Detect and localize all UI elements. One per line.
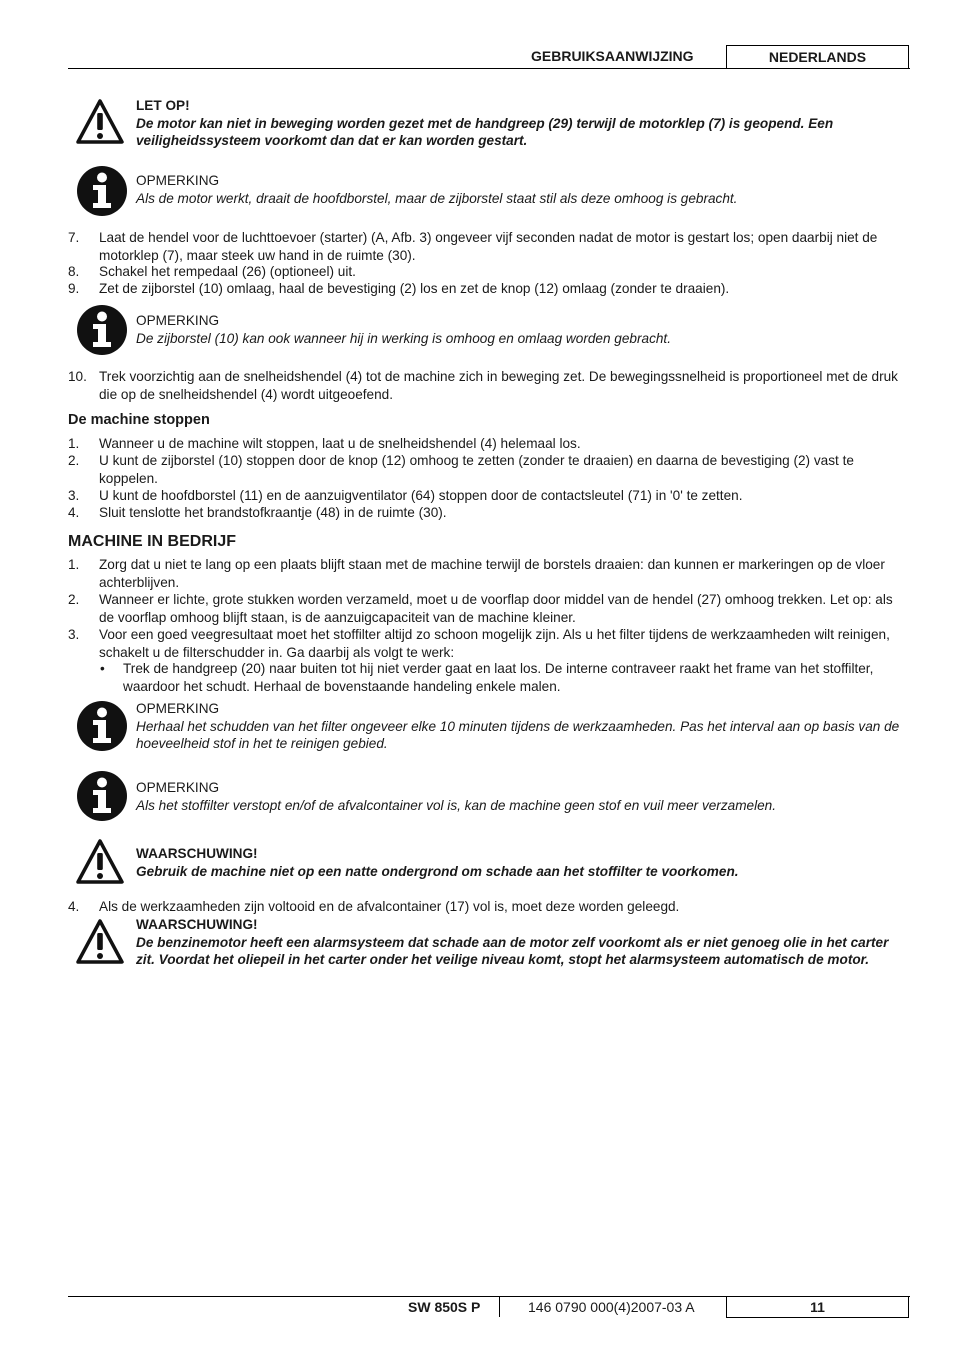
list-item-text: Als de werkzaamheden zijn voltooid en de afvalcontainer (17) vol is, moet deze worden geleegd. — [99, 899, 680, 914]
footer-model: SW 850S P — [408, 1299, 481, 1315]
footer-divider — [499, 1297, 500, 1317]
note-label: OPMERKING — [136, 313, 220, 328]
list-item-text: Schakel het rempedaal (26) (optioneel) uit. — [99, 264, 356, 279]
note-text: Herhaal het schudden van het filter ongeveer elke 10 minuten tijdens de werkzaamheden. Pas het interval aan op basis van de hoeveelheid stof in het te reinigen gebied. — [136, 718, 900, 751]
note-label: OPMERKING — [136, 780, 220, 795]
note-text: De zijborstel (10) kan ook wanneer hij in werking is omhoog en omlaag worden gebracht. — [136, 330, 671, 346]
info-icon — [76, 304, 128, 356]
note-text: Als de motor werkt, draait de hoofdborstel, maar de zijborstel staat stil als deze omhoog is gebracht. — [136, 190, 738, 206]
warning-text: De benzinemotor heeft een alarmsysteem dat schade aan de motor zelf voorkomt als er niet genoeg olie in het carter zit. Voordat het oliepeil in het carter onder het veilige niveau komt, stopt het alarmsysteem automatisch de motor. — [136, 934, 889, 967]
warning-triangle-icon — [75, 98, 125, 146]
bullet-item — [100, 660, 906, 695]
subsection-title: De machine stoppen — [68, 412, 210, 428]
caution-text: De motor kan niet in beweging worden gezet met de handgreep (29) terwijl de motorklep (7) is geopend. Een veiligheidssysteem voorkomt dan dat er kan worden gestart. — [136, 115, 834, 148]
warning-triangle-icon — [75, 918, 125, 966]
list-item-number: 3. — [68, 488, 80, 503]
warning-label: WAARSCHUWING! — [136, 846, 258, 861]
list-item — [68, 229, 910, 264]
section-title: MACHINE IN BEDRIJF — [68, 533, 237, 550]
list-item-text: Zorg dat u niet te lang op een plaats blijft staan met de machine terwijl de borstels draaien: dan kunnen er markeringen op de vloer achterblijven. — [99, 557, 885, 590]
list-item-text: Trek voorzichtig aan de snelheidshendel (4) tot de machine zich in beweging zet. De bewegingssnelheid is proportioneel met de druk die op de snelheidshendel (4) wordt uitgeoefend. — [99, 369, 898, 402]
list-item — [68, 452, 910, 487]
header-language-box: NEDERLANDS — [726, 45, 909, 69]
warning-text: Gebruik de machine niet op een natte ondergrond om schade aan het stoffilter te voorkomen. — [136, 863, 739, 879]
list-item — [68, 435, 910, 453]
note-3 — [136, 700, 910, 753]
note-2 — [136, 312, 910, 347]
note-label: OPMERKING — [136, 701, 220, 716]
warning-label: WAARSCHUWING! — [136, 917, 258, 932]
list-item-number: 1. — [68, 557, 80, 572]
list-item — [68, 487, 910, 505]
list-item — [68, 591, 910, 626]
list-item-text: U kunt de hoofdborstel (11) en de aanzuigventilator (64) stoppen door de contactsleutel (71) in '0' te zetten. — [99, 488, 743, 503]
list-item-number: 10. — [68, 369, 87, 384]
list-item-text: Wanneer er lichte, grote stukken worden verzameld, moet u de voorflap door middel van de hendel (27) omhoog trekken. Let op: als de voorflap omhoog blijft staan, is de aanzuigcapaciteit van de machine kleiner. — [99, 592, 893, 625]
list-item — [68, 263, 910, 281]
list-item-number: 4. — [68, 899, 80, 914]
list-item — [68, 626, 910, 661]
list-item-text: Wanneer u de machine wilt stoppen, laat u de snelheidshendel (4) helemaal los. — [99, 436, 581, 451]
info-icon — [76, 700, 128, 752]
note-4 — [136, 779, 910, 814]
note-label: OPMERKING — [136, 173, 220, 188]
list-item-number: 3. — [68, 627, 80, 642]
list-item — [68, 504, 910, 522]
info-icon — [76, 165, 128, 217]
list-item-number: 8. — [68, 264, 80, 279]
list-item-text: U kunt de zijborstel (10) stoppen door de knop (12) omhoog te zetten (zonder te draaien) en daarna de bevestiging (2) vast te koppelen. — [99, 453, 854, 486]
warning-triangle-icon — [75, 838, 125, 886]
info-icon — [76, 770, 128, 822]
footer-doc-code: 146 0790 000(4)2007-03 A — [528, 1299, 695, 1315]
list-item-number: 9. — [68, 281, 80, 296]
warning-2 — [136, 916, 910, 969]
list-item-number: 2. — [68, 453, 80, 468]
bullet-symbol: • — [100, 661, 105, 676]
list-item — [68, 898, 910, 916]
header-title: GEBRUIKSAANWIJZING — [531, 48, 694, 64]
list-item-text: Zet de zijborstel (10) omlaag, haal de bevestiging (2) los en zet de knop (12) omlaag (zonder te draaien). — [99, 281, 730, 296]
list-item-number: 2. — [68, 592, 80, 607]
note-1 — [136, 172, 910, 207]
warning-1 — [136, 845, 910, 880]
list-item-text: Voor een goed veegresultaat moet het stoffilter altijd zo schoon mogelijk zijn. Als u het filter tijdens de werkzaamheden wilt reinigen, schakelt u de filterschudder in. Ga daarbij als volgt te werk: — [99, 627, 890, 660]
list-item — [68, 556, 910, 591]
note-text: Als het stoffilter verstopt en/of de afvalcontainer vol is, kan de machine geen stof en vuil meer verzamelen. — [136, 797, 776, 813]
header-rule — [68, 68, 910, 69]
caution-letop — [136, 97, 910, 150]
list-item — [68, 280, 910, 298]
list-item-number: 7. — [68, 230, 80, 245]
footer-page-number: 11 — [726, 1296, 909, 1318]
list-item-number: 1. — [68, 436, 80, 451]
caution-label: LET OP! — [136, 98, 190, 113]
list-item — [68, 368, 910, 403]
list-item-text: Sluit tenslotte het brandstofkraantje (48) in de ruimte (30). — [99, 505, 447, 520]
list-item-number: 4. — [68, 505, 80, 520]
list-item-text: Laat de hendel voor de luchttoevoer (starter) (A, Afb. 3) ongeveer vijf seconden nadat de motor is gestart los; open daarbij niet de motorklep (7), maar steek uw hand in de ruimte (30). — [99, 230, 878, 263]
bullet-text: Trek de handgreep (20) naar buiten tot hij niet verder gaat en laat los. De interne contraveer raakt het frame van het stoffilter, waardoor het schudt. Herhaal de bovenstaande handeling enkele malen. — [123, 661, 874, 694]
